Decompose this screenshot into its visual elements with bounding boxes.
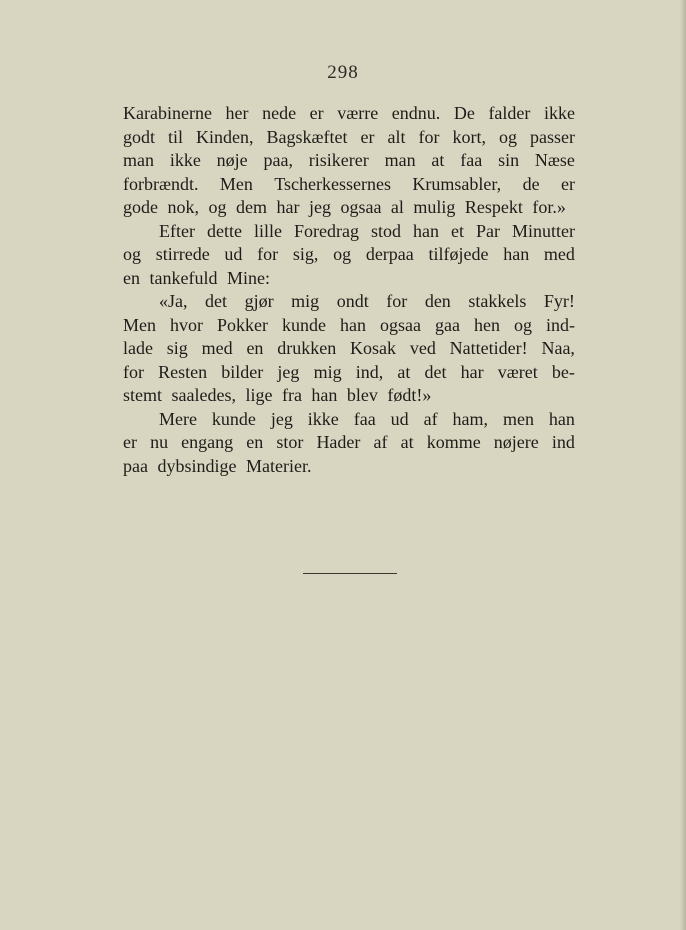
word: ikke [543, 103, 575, 123]
word: at [397, 361, 411, 382]
word: været [497, 361, 538, 382]
word: lille [253, 220, 282, 241]
word: er [360, 126, 375, 147]
word: be- [551, 361, 575, 382]
page-number: 298 [327, 62, 359, 83]
word: og [499, 126, 518, 147]
word: er [561, 173, 575, 194]
word: lade [123, 338, 153, 358]
page-edge-shadow [680, 0, 686, 930]
word: stirrede [155, 244, 210, 264]
word: Krumsabler, [412, 173, 502, 194]
word: ud [224, 244, 243, 264]
word: Efter [159, 220, 195, 241]
word: Minutter [511, 220, 575, 241]
word: for [123, 361, 144, 382]
word: hvor [170, 314, 203, 335]
word: alt [387, 126, 406, 147]
word: af [373, 432, 388, 452]
text-line [123, 314, 575, 338]
word: Kosak [350, 338, 397, 358]
word: og [333, 244, 352, 264]
text-line [123, 290, 575, 314]
text-line: en tankefuld Mine: [123, 267, 270, 288]
word: hen [473, 314, 500, 335]
word: for [386, 291, 408, 311]
text-line [123, 361, 575, 385]
word: ondt [336, 291, 369, 311]
word: komme [426, 432, 481, 452]
word: af [423, 408, 438, 429]
word: mig [291, 291, 320, 311]
word: Resten [158, 361, 208, 382]
word: Par [475, 220, 500, 241]
word: det [205, 291, 228, 311]
word: Fyr! [543, 291, 575, 311]
word: med [201, 338, 233, 358]
word: den [424, 291, 451, 311]
word: en [246, 432, 264, 452]
word: drukken [277, 338, 337, 358]
word: «Ja, [159, 291, 188, 311]
word: Næse [534, 150, 575, 170]
word: Men [123, 314, 156, 335]
word: man [123, 150, 154, 170]
word: risikerer [308, 150, 369, 170]
word: Pokker [217, 314, 268, 335]
word: har [460, 361, 484, 382]
word: passer [530, 126, 575, 147]
text-line: stemt saaledes, lige fra han blev født!» [123, 385, 432, 405]
word: ikke [169, 150, 201, 170]
word: kort, [452, 126, 487, 147]
word: bilder [221, 361, 264, 382]
word: derpaa [365, 244, 414, 264]
word: for [418, 126, 440, 147]
word: godt [123, 126, 156, 147]
word: sig, [292, 244, 319, 264]
word: kunde [282, 314, 326, 335]
word: sin [498, 150, 520, 170]
word: endnu. [391, 103, 441, 123]
text-line [123, 408, 575, 432]
word: Nattetider! [449, 338, 528, 358]
text-line [123, 173, 575, 197]
word: ud [390, 408, 409, 429]
word: kunde [211, 408, 256, 429]
word: Bagskæftet [266, 126, 348, 147]
word: Tscherkessernes [274, 173, 392, 194]
word: Naa, [541, 338, 575, 358]
word: jeg [277, 361, 300, 382]
text-line [123, 220, 575, 244]
word: det [424, 361, 447, 382]
word: nøje [216, 150, 248, 170]
word: engang [181, 432, 234, 452]
word: men [502, 408, 534, 429]
body-text [123, 102, 575, 478]
word: ved [409, 338, 436, 358]
word: han [548, 408, 575, 429]
word: er [123, 432, 137, 452]
word: han [412, 220, 439, 241]
word: værre [337, 103, 379, 123]
word: til [168, 126, 184, 147]
word: Karabinerne [123, 103, 212, 123]
section-rule [303, 573, 397, 574]
word: tilføjede [428, 244, 489, 264]
word: dette [206, 220, 242, 241]
text-line [123, 126, 575, 150]
word: ham, [452, 408, 489, 429]
word: faa [353, 408, 376, 429]
word: her [225, 103, 249, 123]
word: faa [460, 150, 483, 170]
word: falder [488, 103, 531, 123]
word: han [340, 314, 366, 335]
word: man [384, 150, 416, 170]
text-line [123, 243, 575, 267]
word: ogsaa [380, 314, 421, 335]
text-line [123, 102, 575, 126]
word: og [123, 244, 141, 264]
text-line: paa dybsindige Materier. [123, 455, 312, 476]
word: nede [262, 103, 297, 123]
word: ind, [355, 361, 384, 382]
word: jeg [270, 408, 293, 429]
word: stod [370, 220, 401, 241]
word: paa, [263, 150, 293, 170]
word: stor [276, 432, 304, 452]
word: og [513, 314, 532, 335]
word: de [522, 173, 540, 194]
word: gaa [434, 314, 460, 335]
word: en [246, 338, 264, 358]
text-line [123, 337, 575, 361]
word: at [431, 150, 445, 170]
word: nu [150, 432, 169, 452]
word: stakkels [468, 291, 527, 311]
word: at [400, 432, 414, 452]
word: mig [313, 361, 342, 382]
word: ind- [545, 314, 575, 335]
word: sig [166, 338, 188, 358]
text-line: gode nok, og dem har jeg ogsaa al mulig Respekt for.» [123, 197, 566, 217]
word: Hader [316, 432, 361, 452]
word: Foredrag [293, 220, 359, 241]
word: Mere [159, 408, 197, 429]
word: gjør [244, 291, 274, 311]
word: ind [551, 432, 575, 452]
word: med [543, 244, 575, 264]
word: han [503, 244, 530, 264]
word: forbrændt. [123, 173, 199, 194]
word: ikke [307, 408, 339, 429]
word: et [450, 220, 464, 241]
word: De [453, 103, 475, 123]
text-line [123, 431, 575, 455]
word: er [309, 103, 324, 123]
word: Men [219, 173, 253, 194]
word: for [257, 244, 279, 264]
text-line [123, 149, 575, 173]
word: Kinden, [196, 126, 254, 147]
word: nøjere [493, 432, 539, 452]
